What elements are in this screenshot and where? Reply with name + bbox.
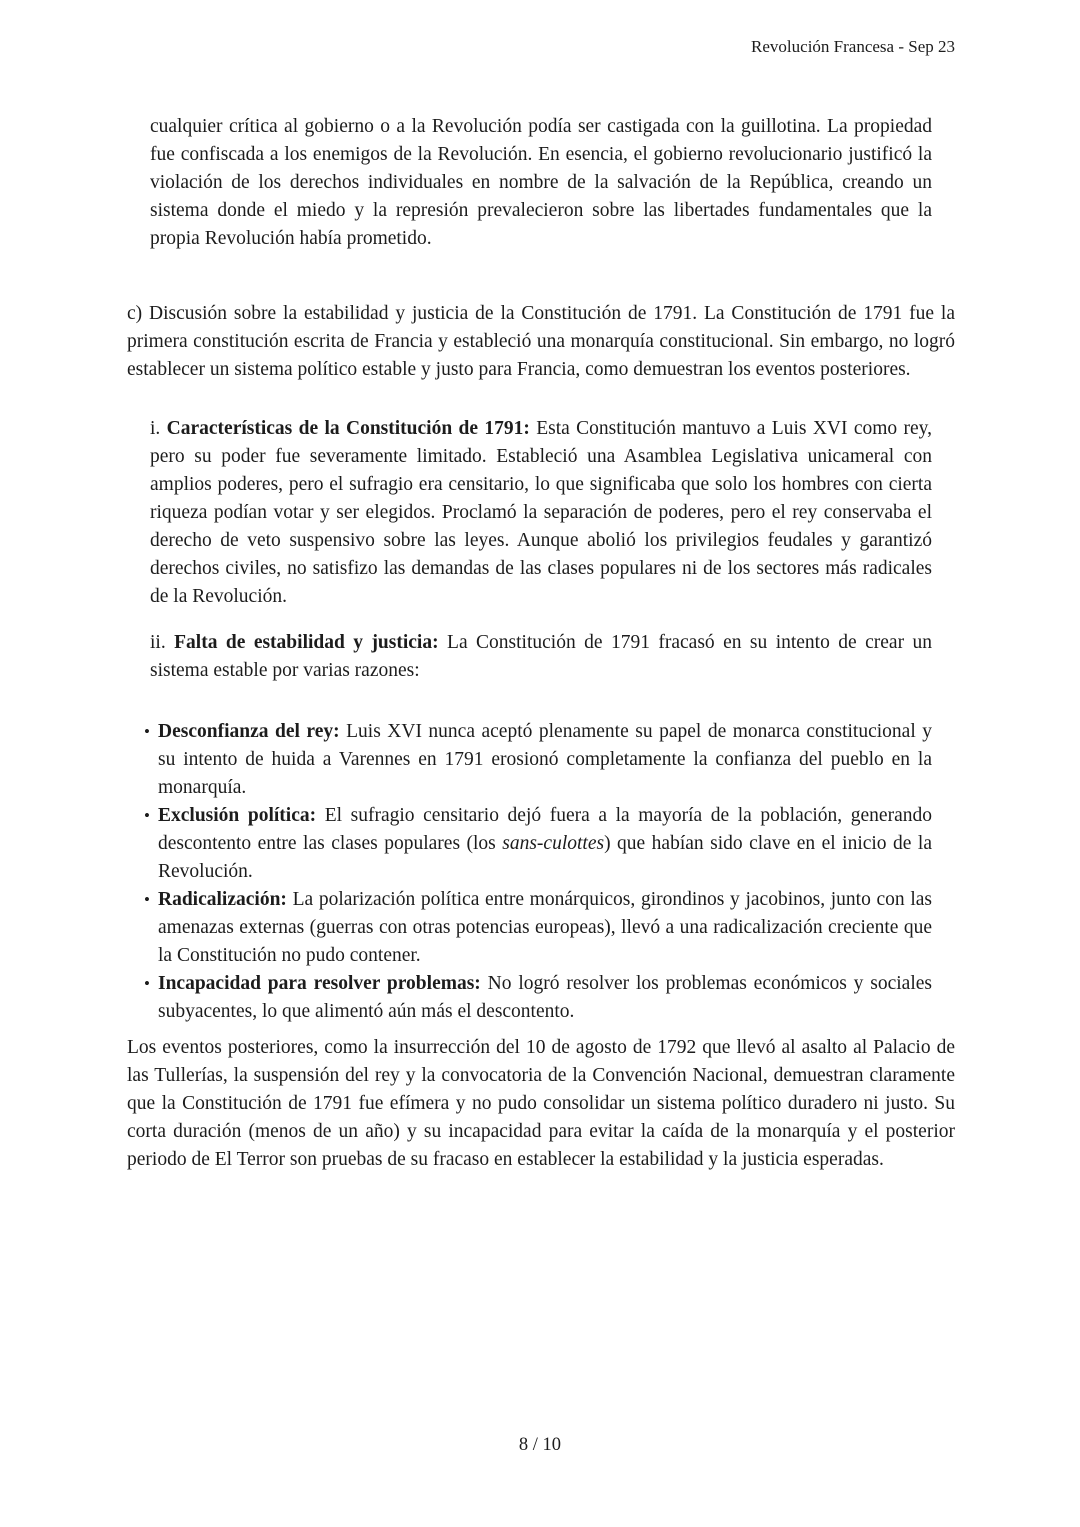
paragraph-terror-continuation: cualquier crítica al gobierno o a la Revolución podía ser castigada con la guillotina. La propiedad fue confiscada a los enemigos de la Revolución. En esencia, el gobierno revolucionario justificó la violación de los derechos individuales en nombre de la salvación de la República, creando un sistema donde el miedo y la represión prevalecieron sobre las libertades fundamentales que la propia Revolución había prometido. (150, 116, 932, 249)
bullet-desconfianza-del-rey (144, 718, 932, 802)
item-ii-heading: Falta de estabilidad y justicia: (174, 632, 439, 653)
bullet-incapacidad-heading: Incapacidad para resolver problemas: (158, 973, 481, 994)
header-title: Revolución Francesa - Sep 23 (751, 37, 955, 56)
paragraph-final: Los eventos posteriores, como la insurrección del 10 de agosto de 1792 que llevó al asalto al Palacio de las Tullerías, la suspensión del rey y la convocatoria de la Convención Nacional, demuestran claramente que la Constitución de 1791 fue efímera y no pudo consolidar un sistema político duradero ni justo. Su corta duración (menos de un año) y su incapacidad para evitar la caída de la monarquía y el posterior periodo de El Terror son pruebas de su fracaso en establecer la estabilidad y la justicia esperadas. (127, 1037, 955, 1170)
bullet-desconfianza-heading: Desconfianza del rey: (158, 721, 340, 742)
bullet-exclusion-politica (144, 802, 932, 886)
item-i-heading: Características de la Constitución de 1791: (166, 418, 530, 439)
page-number: 8 / 10 (518, 1435, 562, 1455)
item-ii-marker: ii. (150, 632, 175, 653)
bullet-radicalizacion (144, 886, 932, 970)
item-i-text: Esta Constitución mantuvo a Luis XVI como rey, pero su poder fue severamente limitado. Estableció una Asamblea Legislativa unicameral con amplios poderes, pero el sufragio era censitario, lo que significaba que solo los hombres con cierta riqueza podían votar y ser elegidos. Proclamó la separación de poderes, pero el rey conservaba el derecho de veto suspensivo sobre las leyes. Aunque abolió los privilegios feudales y garantizó derechos civiles, no satisfizo las demandas de las clases populares ni de los sectores más radicales de la Revolución. (150, 418, 933, 607)
bullet-radicalizacion-heading: Radicalización: (158, 889, 287, 910)
paragraph-section-c: c) Discusión sobre la estabilidad y justicia de la Constitución de 1791. La Constitución de 1791 fue la primera constitución escrita de Francia y estableció una monarquía constitucional. Sin embargo, no logró establecer un sistema político estable y justo para Francia, como demuestran los eventos posteriores. (127, 303, 955, 380)
bullet-exclusion-text-pre: El sufragio censitario dejó fuera a la mayoría de la población, generando descontento entre las clases populares (los (158, 805, 932, 854)
page-footer (0, 1433, 1080, 1457)
item-i (150, 415, 932, 611)
item-i-marker: i. (150, 418, 167, 439)
item-ii-text: La Constitución de 1791 fracasó en su intento de crear un sistema estable por varias razones: (150, 632, 932, 681)
page-content (127, 113, 955, 1174)
bullet-incapacidad (144, 970, 932, 1026)
bullet-incapacidad-text: No logró resolver los problemas económicos y sociales subyacentes, lo que alimentó aún más el descontento. (158, 973, 932, 1022)
bullet-exclusion-heading: Exclusión política: (158, 805, 317, 826)
bullet-exclusion-italic-term: sans-culottes (502, 833, 605, 854)
item-ii (150, 629, 932, 685)
page-header (127, 36, 955, 58)
reasons-bullet-list (144, 718, 932, 1026)
bullet-desconfianza-text: Luis XVI nunca aceptó plenamente su papel de monarca constitucional y su intento de huida a Varennes en 1791 erosionó completamente la confianza del pueblo en la monarquía. (158, 721, 932, 798)
bullet-exclusion-text-post: ) que habían sido clave en el inicio de la Revolución. (158, 833, 932, 882)
bullet-radicalizacion-text: La polarización política entre monárquicos, girondinos y jacobinos, junto con las amenazas externas (guerras con otras potencias europeas), llevó a una radicalización creciente que la Constitución no pudo contener. (158, 889, 932, 966)
